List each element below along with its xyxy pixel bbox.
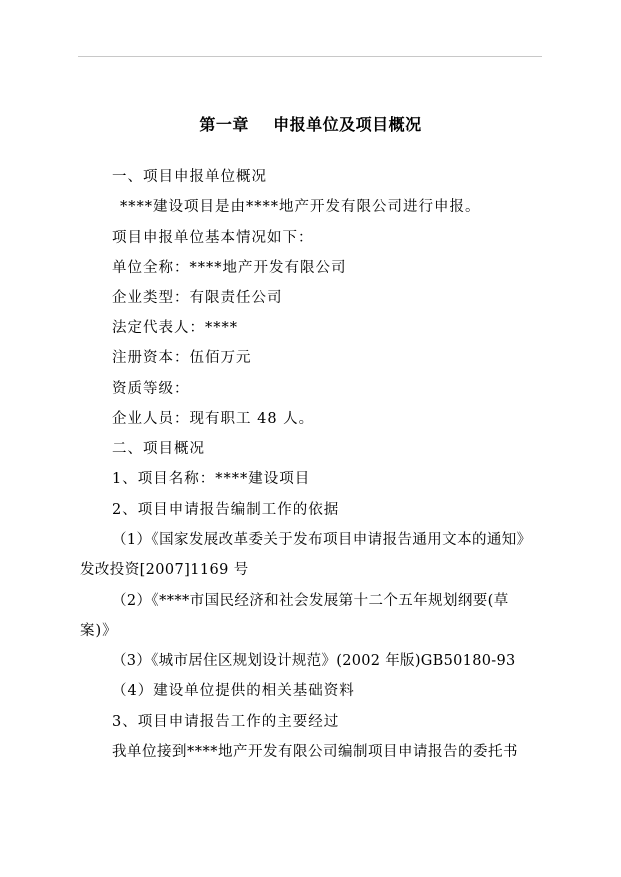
basis-4: （4）建设单位提供的相关基础资料 (112, 683, 355, 699)
field-legal-rep: 法定代表人：**** (112, 320, 238, 336)
field-capital: 注册资本：伍佰万元 (112, 350, 252, 366)
field-company-type: 企业类型：有限责任公司 (112, 290, 283, 306)
item-process-heading: 3、项目申请报告工作的主要经过 (112, 714, 340, 730)
basis-3: （3）《城市居住区规划设计规范》(2002 年版)GB50180-93 (112, 653, 516, 669)
item-project-name: 1、项目名称：****建设项目 (112, 471, 311, 487)
field-qualification: 资质等级： (112, 381, 190, 397)
body-line-process: 我单位接到****地产开发有限公司编制项目申请报告的委托书 (112, 744, 518, 760)
basis-2-line-1: （2）《****市国民经济和社会发展第十二个五年规划纲要(草 (112, 593, 509, 609)
chapter-title: 第一章 申报单位及项目概况 (199, 115, 422, 134)
body-line-basic-info: 项目申报单位基本情况如下： (112, 230, 314, 246)
header-rule (78, 56, 542, 57)
field-company-name: 单位全称：****地产开发有限公司 (112, 260, 347, 276)
basis-1-line-2: 发改投资[2007]1169 号 (80, 562, 249, 578)
field-staff: 企业人员：现有职工 48 人。 (112, 411, 315, 427)
basis-1-line-1: （1）《国家发展改革委关于发布项目申请报告通用文本的通知》 (112, 532, 532, 548)
basis-2-line-2: 案)》 (80, 623, 118, 639)
section-heading-1: 一、项目申报单位概况 (112, 169, 267, 185)
item-basis-heading: 2、项目申请报告编制工作的依据 (112, 502, 340, 518)
section-heading-2: 二、项目概况 (112, 441, 205, 457)
body-line-intro: ****建设项目是由****地产开发有限公司进行申报。 (120, 199, 481, 215)
